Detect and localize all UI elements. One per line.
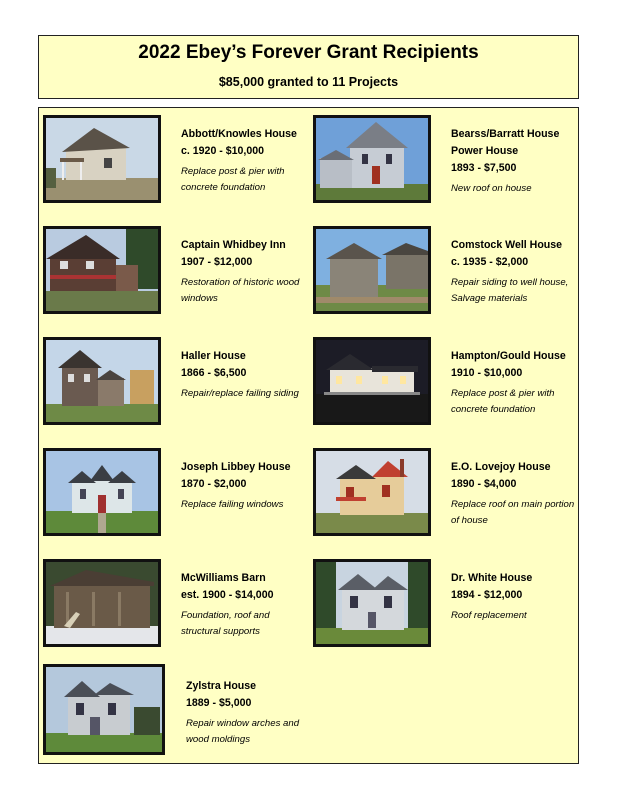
recipient-name: Joseph Libbey House (181, 461, 291, 473)
zylstra-house-photo (43, 664, 165, 755)
recipient-name: Hampton/Gould House (451, 350, 566, 362)
abbott-knowles-house-photo (43, 115, 161, 203)
recipient-description: Restoration of historic wood windows (181, 277, 300, 304)
recipient-description: Foundation, roof and structural supports (181, 610, 270, 637)
recipient-description: Replace post & pier with concrete foundation (451, 388, 555, 415)
recipient-description: Repair window arches and wood moldings (186, 718, 300, 745)
recipient-year-amount: c. 1935 - $2,000 (451, 256, 529, 268)
recipient-card-dr-white-house (313, 559, 578, 659)
recipient-subtitle: Power House (451, 145, 519, 157)
recipient-card-mcwilliams-barn (43, 559, 308, 659)
recipient-card-abbott-knowles (43, 115, 308, 215)
recipient-description: Replace failing windows (181, 499, 284, 510)
recipient-year-amount: 1870 - $2,000 (181, 478, 247, 490)
recipient-name: Abbott/Knowles House (181, 128, 297, 140)
recipient-name: Captain Whidbey Inn (181, 239, 286, 251)
recipient-card-haller-house (43, 337, 308, 437)
recipient-description: Replace roof on main portion of house (451, 499, 575, 526)
mcwilliams-barn-photo (43, 559, 161, 647)
page-title: 2022 Ebey’s Forever Grant Recipients (138, 42, 479, 63)
dr-white-house-photo (313, 559, 431, 647)
bearss-barratt-house-photo (313, 115, 431, 203)
recipient-card-eo-lovejoy-house (313, 448, 578, 548)
recipient-card-hampton-gould-house (313, 337, 578, 437)
recipient-name: Comstock Well House (451, 239, 563, 251)
recipient-name: Dr. White House (451, 572, 533, 584)
recipient-year-amount: 1894 - $12,000 (451, 589, 523, 601)
recipient-card-zylstra-house (43, 664, 308, 764)
recipient-year-amount: 1907 - $12,000 (181, 256, 253, 268)
recipient-card-captain-whidbey-inn (43, 226, 308, 326)
recipient-card-comstock-well-house (313, 226, 578, 326)
recipient-description: Replace post & pier with concrete foundation (181, 166, 285, 193)
header-banner (38, 35, 579, 99)
recipient-name: Haller House (181, 350, 246, 362)
page-subtitle: $85,000 granted to 11 Projects (218, 75, 399, 89)
recipient-year-amount: 1866 - $6,500 (181, 367, 247, 379)
captain-whidbey-inn-photo (43, 226, 161, 314)
recipient-name: Zylstra House (186, 680, 257, 692)
joseph-libbey-house-photo (43, 448, 161, 536)
hampton-gould-house-photo (313, 337, 431, 425)
recipient-year-amount: c. 1920 - $10,000 (181, 145, 265, 157)
recipient-description: Roof replacement (451, 610, 527, 621)
recipient-description: Repair siding to well house, Salvage materials (451, 277, 569, 304)
recipient-description: New roof on house (451, 183, 532, 194)
recipient-card-joseph-libbey-house (43, 448, 308, 548)
recipient-name: McWilliams Barn (181, 572, 266, 584)
recipient-name: Bearss/Barratt House (451, 128, 560, 140)
recipient-year-amount: 1890 - $4,000 (451, 478, 517, 490)
comstock-well-house-photo (313, 226, 431, 314)
recipients-panel (38, 107, 579, 764)
recipient-year-amount: 1910 - $10,000 (451, 367, 523, 379)
recipient-name: E.O. Lovejoy House (451, 461, 551, 473)
recipient-description: Repair/replace failing siding (181, 388, 299, 399)
eo-lovejoy-house-photo (313, 448, 431, 536)
recipient-card-bearss-barratt (313, 115, 578, 215)
recipient-year-amount: est. 1900 - $14,000 (181, 589, 274, 601)
recipient-year-amount: 1893 - $7,500 (451, 162, 517, 174)
haller-house-photo (43, 337, 161, 425)
recipient-year-amount: 1889 - $5,000 (186, 697, 252, 709)
